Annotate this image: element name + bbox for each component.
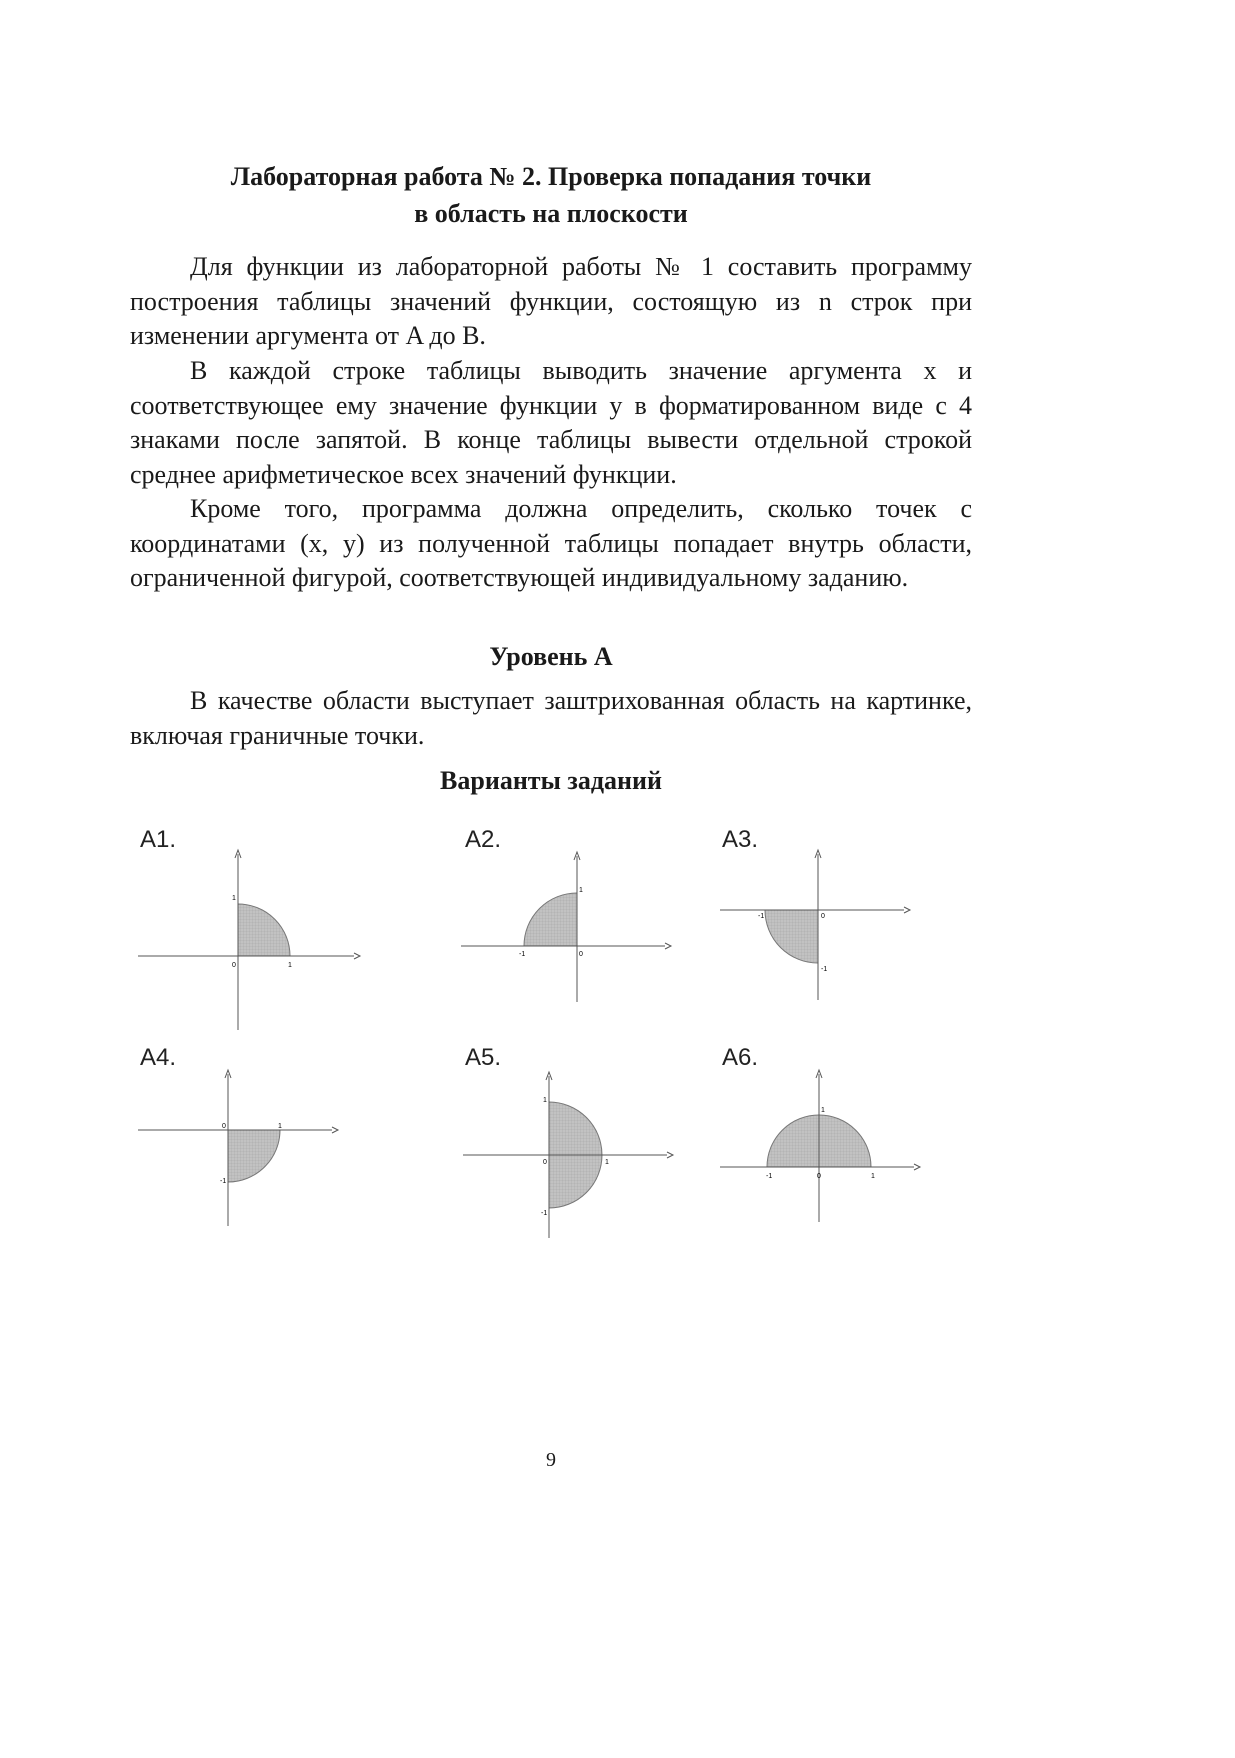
variant-label-a2: А2. bbox=[465, 826, 502, 853]
variant-label-a1: А1. bbox=[140, 826, 177, 853]
x-tick-label: 1 bbox=[288, 962, 292, 969]
paragraph-output-format: В каждой строке таблицы выводить значение аргумента x и соответствующее ему значение функции y в форматированном виде с 4 знаками после запятой. В конце таблицы вывести отдельной строкой среднее арифметическое всех значений функции. bbox=[130, 356, 972, 489]
variant-label-a6: А6. bbox=[722, 1044, 759, 1071]
x-axis-arrow bbox=[332, 1127, 338, 1133]
title-line-1: Лабораторная работа № 2. Проверка попадания точки bbox=[230, 162, 872, 191]
y-tick-label: 1 bbox=[232, 895, 236, 902]
origin-label: 0 bbox=[817, 1173, 821, 1180]
x-axis-arrow bbox=[914, 1164, 920, 1170]
figure-a3-plot bbox=[720, 850, 910, 1000]
shaded-region bbox=[228, 1130, 280, 1182]
variants-heading: Варианты заданий bbox=[440, 766, 662, 795]
paragraph-level-description: В качестве области выступает заштрихованная область на картинке, включая граничные точки. bbox=[130, 686, 972, 750]
paragraph-task: Для функции из лабораторной работы № 1 составить программу построения таблицы значений функции, состоящую из n строк при изменении аргумента от A до B. bbox=[130, 252, 972, 350]
shaded-region bbox=[524, 893, 577, 946]
figure-a1-plot bbox=[138, 850, 360, 1030]
x-tick-label-left: -1 bbox=[766, 1173, 773, 1180]
x-axis-arrow bbox=[354, 953, 360, 959]
variant-label-a4: А4. bbox=[140, 1044, 177, 1071]
shaded-region bbox=[238, 904, 290, 956]
figure-a2-plot bbox=[461, 852, 671, 1002]
origin-label: 0 bbox=[232, 962, 236, 969]
origin-label: 0 bbox=[543, 1159, 547, 1166]
figure-a5-plot bbox=[463, 1072, 673, 1238]
shaded-region bbox=[765, 910, 818, 963]
figure-a6 bbox=[720, 1070, 920, 1222]
figure-a3 bbox=[720, 850, 910, 1000]
x-tick-label: 1 bbox=[278, 1123, 282, 1130]
x-tick-label: 1 bbox=[605, 1159, 609, 1166]
y-tick-label-top: 1 bbox=[543, 1097, 547, 1104]
paragraph-region-count: Кроме того, программа должна определить, сколько точек с координатами (x, y) из полученной таблицы попадает внутрь области, ограниченной фигурой, соответствующей индивидуальному заданию. bbox=[130, 494, 972, 592]
x-tick-label-right: 1 bbox=[871, 1173, 875, 1180]
origin-label: 0 bbox=[821, 913, 825, 920]
x-axis-arrow bbox=[665, 943, 671, 949]
title-line-2: в область на плоскости bbox=[414, 199, 688, 228]
figure-a2 bbox=[461, 852, 671, 1002]
figure-a4-plot bbox=[138, 1070, 338, 1226]
figure-a4 bbox=[138, 1070, 338, 1226]
x-axis-arrow bbox=[667, 1152, 673, 1158]
origin-label: 0 bbox=[222, 1123, 226, 1130]
x-tick-label: -1 bbox=[758, 913, 765, 920]
page-number: 9 bbox=[546, 1449, 556, 1471]
figure-a6-plot bbox=[720, 1070, 920, 1222]
y-tick-label: -1 bbox=[220, 1178, 227, 1185]
y-tick-label: 1 bbox=[821, 1107, 825, 1114]
y-tick-label: 1 bbox=[579, 887, 583, 894]
x-tick-label: -1 bbox=[519, 951, 526, 958]
x-axis-arrow bbox=[904, 907, 910, 913]
level-heading: Уровень А bbox=[489, 642, 613, 671]
figure-a1 bbox=[138, 850, 360, 1030]
variant-label-a3: А3. bbox=[722, 826, 759, 853]
page-title bbox=[0, 158, 1102, 232]
variant-label-a5: А5. bbox=[465, 1044, 502, 1071]
y-tick-label-bottom: -1 bbox=[541, 1210, 548, 1217]
figure-a5 bbox=[463, 1072, 673, 1238]
origin-label: 0 bbox=[579, 951, 583, 958]
y-tick-label: -1 bbox=[821, 966, 828, 973]
